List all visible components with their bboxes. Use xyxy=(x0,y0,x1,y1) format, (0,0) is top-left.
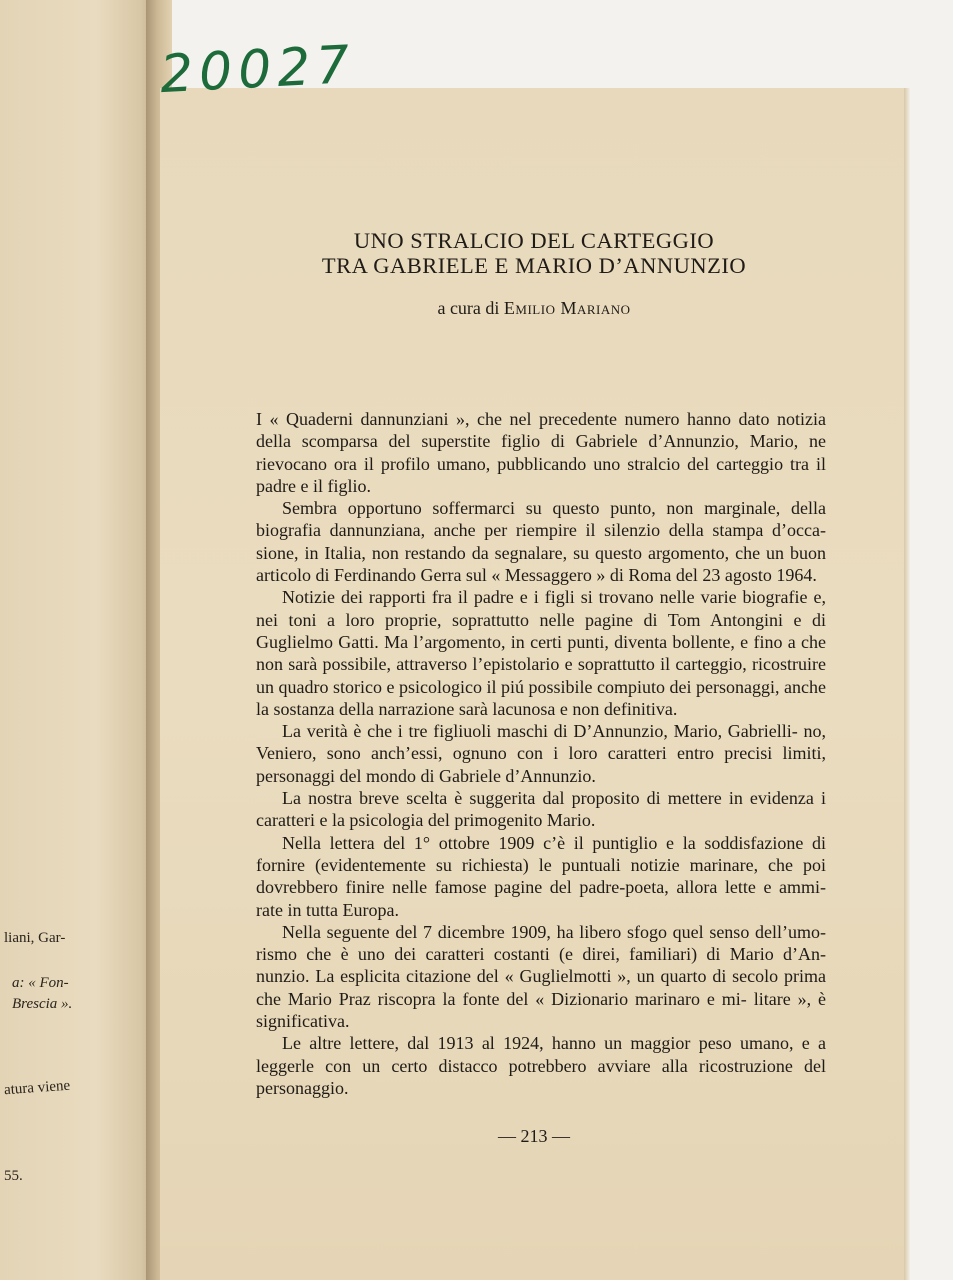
editor-credit xyxy=(160,298,908,319)
text-line: nunzio. La esplicita citazione del « Guglielmotti », un quarto di secolo xyxy=(256,966,779,987)
text-line: fornire (evidentemente su richiesta) le puntuali notizie marinare, che poi xyxy=(256,854,826,875)
paragraph xyxy=(256,586,826,720)
handwritten-number: 20027 xyxy=(158,34,357,106)
title-line-2: TRA GABRIELE E MARIO D’ANNUNZIO xyxy=(321,253,747,278)
text-line: Guglielmo Gatti. Ma l’argomento, in certi punti, diventa bollente, e fino xyxy=(256,631,783,652)
paragraph xyxy=(256,1032,826,1099)
text-line: agosto 1964. xyxy=(724,565,817,586)
credit-prefix: a cura di xyxy=(437,298,500,318)
margin-fragment: atura viene xyxy=(3,1077,71,1099)
text-line: ricostruire un quadro storico e psicologico il piú possibile compiuto dei xyxy=(256,654,827,697)
text-line: prima che Mario Praz riscopra la fonte del « Dizionario marinaro e mi- xyxy=(256,966,826,1009)
margin-fragment: liani, Gar- xyxy=(4,930,66,946)
text-line: La verità è che i tre figliuoli maschi di D’Annunzio, Mario, Gabrielli- xyxy=(282,721,798,742)
title-line-1: UNO STRALCIO DEL CARTEGGIO xyxy=(353,228,715,253)
paragraph xyxy=(256,720,826,787)
text-line: biografia dannunziana, anche per riempire il silenzio della stampa d’occa- xyxy=(256,520,826,541)
paragraph xyxy=(256,921,826,1032)
text-line: personaggi del mondo di Gabriele d’Annunzio. xyxy=(256,765,596,786)
margin-fragment: a: « Fon- xyxy=(12,975,69,991)
text-line: Nella lettera del 1° ottobre 1909 c’è il puntiglio e la soddisfazione di xyxy=(282,832,826,853)
paragraph xyxy=(256,408,826,497)
text-line: no, Veniero, sono anch’essi, ognuno con i loro caratteri entro precisi limiti, xyxy=(256,721,827,764)
margin-fragment: 55. xyxy=(4,1168,23,1184)
page-title xyxy=(160,228,908,278)
text-line: Sembra opportuno soffermarci su questo punto, non marginale, della xyxy=(282,498,826,519)
text-line: rate in tutta Europa. xyxy=(256,899,399,920)
text-line: e, nei toni a loro proprie, soprattutto nelle pagine di Tom Antongini e di xyxy=(256,587,826,630)
text-line: personaggi, anche la sostanza della narrazione sarà lacunosa e non definitiva. xyxy=(256,676,827,719)
text-line: Notizie dei rapporti fra il padre e i figli si trovano nelle varie biografie xyxy=(282,587,808,608)
text-line: litare », è significativa. xyxy=(256,988,827,1032)
text-line: tra il padre e il figlio. xyxy=(256,453,826,496)
text-line: sione, in Italia, non restando da segnalare, su questo argomento, che un xyxy=(256,542,785,563)
text-line: rismo che è uno dei caratteri costanti (e direi, familiari) di Mario d’An- xyxy=(256,944,826,965)
text-line: a che non sarà possibile, attraverso l’epistolario e soprattutto il carteggio, xyxy=(256,631,827,675)
body-text xyxy=(256,408,826,1099)
text-line: Le altre lettere, dal 1913 al 1924, hanno un maggior peso umano, e a xyxy=(282,1033,826,1054)
paragraph xyxy=(256,787,826,832)
text-line: La nostra breve scelta è suggerita dal proposito di mettere in evidenza xyxy=(282,788,814,809)
text-line: dovrebbero finire nelle famose pagine del padre-poeta, allora lette e ammi- xyxy=(256,877,826,898)
text-line: Nella seguente del 7 dicembre 1909, ha libero sfogo quel senso dell’umo- xyxy=(282,921,826,942)
text-line: buon articolo di Ferdinando Gerra sul « Messaggero » di Roma del 23 xyxy=(256,542,827,586)
editor-name: Emilio Mariano xyxy=(503,298,631,318)
text-line: ne rievocano ora il profilo umano, pubblicando uno stralcio del carteggio xyxy=(256,431,826,474)
text-line: leggerle con un certo distacco potrebbero avviare alla ricostruzione del xyxy=(256,1055,826,1076)
paragraph xyxy=(256,832,826,921)
paragraph xyxy=(256,497,826,586)
text-line: notizia della scomparsa del superstite figlio di Gabriele d’Annunzio, Mario, xyxy=(256,409,827,452)
page-number: — 213 — xyxy=(498,1126,570,1146)
text-line: personaggio. xyxy=(256,1077,349,1098)
text-line: I « Quaderni dannunziani », che nel precedente numero hanno dato xyxy=(256,409,770,429)
text-line: i caratteri e la psicologia del primogenito Mario. xyxy=(256,788,827,831)
margin-fragment: Brescia ». xyxy=(12,996,73,1012)
